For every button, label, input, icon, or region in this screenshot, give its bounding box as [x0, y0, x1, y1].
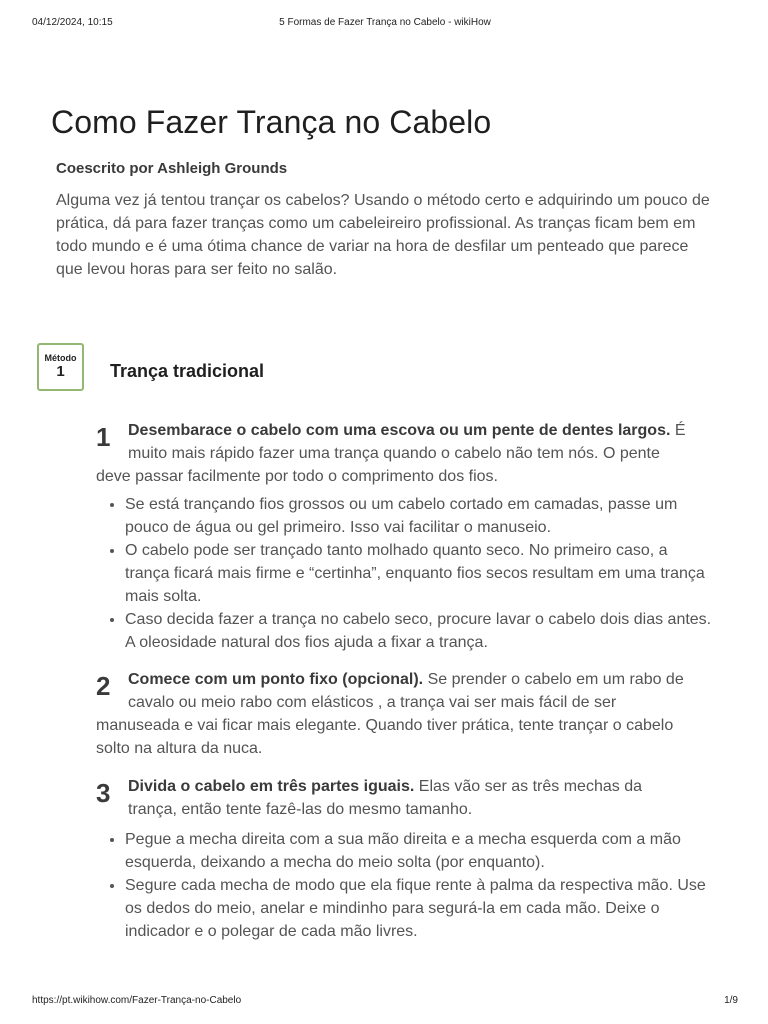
- article-title: Como Fazer Trança no Cabelo: [51, 104, 492, 140]
- list-item: • O cabelo pode ser trançado tanto molhado quanto seco. No primeiro caso, a trança ficará mais firme e “certinha”, enquanto fios secos resultam em uma trança mais solta.: [125, 539, 715, 608]
- step-lead: Desembarace o cabelo com uma escova ou um pente de dentes largos.: [128, 422, 671, 439]
- step-1: [96, 419, 690, 488]
- print-header: [32, 17, 738, 31]
- print-page-title: 5 Formas de Fazer Trança no Cabelo - wikiHow: [279, 17, 491, 28]
- list-item: • Segure cada mecha de modo que ela fique rente à palma da respectiva mão. Use os dedos do meio, anelar e mindinho para segurá-la em cada mão. Deixe o indicador e o polegar de cada mão livres.: [125, 874, 715, 943]
- list-item: • Se está trançando fios grossos ou um cabelo cortado em camadas, passe um pouco de água ou gel primeiro. Isso vai facilitar o manuseio.: [125, 493, 715, 539]
- list-item: • Pegue a mecha direita com a sua mão direita e a mecha esquerda com a mão esquerda, deixando a mecha do meio solta (por enquanto).: [125, 828, 715, 874]
- list-item: • Caso decida fazer a trança no cabelo seco, procure lavar o cabelo dois dias antes. A oleosidade natural dos fios ajuda a fixar a trança.: [125, 608, 715, 654]
- step-body: Elas vão ser as três mechas da trança, então tente fazê-las do mesmo tamanho.: [128, 778, 642, 818]
- method-badge-label: Método: [44, 353, 77, 363]
- page-number: 1/9: [724, 995, 738, 1006]
- step-1-tips: [105, 493, 715, 654]
- method-badge-number: 1: [56, 363, 65, 380]
- step-number: 3: [96, 778, 111, 808]
- step-text: [96, 775, 690, 821]
- print-url: https://pt.wikihow.com/Fazer-Trança-no-Cabelo: [32, 995, 242, 1006]
- step-lead: Comece com um ponto fixo (opcional).: [128, 671, 424, 688]
- method-title: Trança tradicional: [110, 361, 265, 381]
- step-2: [96, 668, 690, 760]
- print-date: 04/12/2024, 10:15: [32, 17, 113, 28]
- print-footer: [32, 995, 738, 1009]
- step-body: É muito mais rápido fazer uma trança quando o cabelo não tem nós. O pente deve passar facilmente por todo o comprimento dos fios.: [96, 422, 686, 485]
- step-body: Se prender o cabelo em um rabo de cavalo ou meio rabo com elásticos , a trança vai ser mais fácil de ser manuseada e vai ficar mais elegante. Quando tiver prática, tente trançar o cabelo solto na altura da nuca.: [96, 671, 684, 757]
- step-number: 2: [96, 671, 111, 701]
- article-intro: Alguma vez já tentou trançar os cabelos? Usando o método certo e adquirindo um pouco de prática, dá para fazer tranças como um cabeleireiro profissional. As tranças ficam bem em todo mundo e é uma ótima chance de variar na hora de desfilar um penteado que parece que levou horas para ser feito no salão.: [56, 192, 710, 278]
- step-text: [96, 419, 690, 488]
- author-byline: Coescrito por Ashleigh Grounds: [56, 160, 288, 177]
- step-text: [96, 668, 690, 760]
- step-number: 1: [96, 422, 111, 452]
- method-badge: [37, 343, 84, 391]
- step-lead: Divida o cabelo em três partes iguais.: [128, 778, 415, 795]
- step-3-tips: [105, 828, 715, 943]
- step-3: [96, 775, 690, 821]
